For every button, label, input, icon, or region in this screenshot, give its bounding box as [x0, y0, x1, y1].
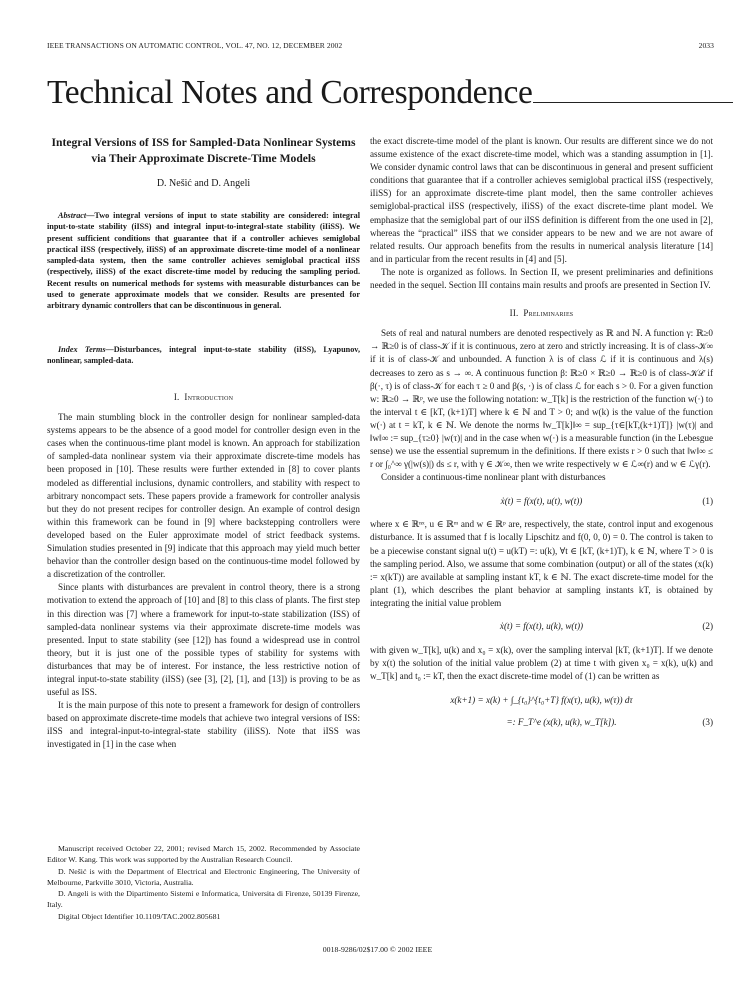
equation-3-line-1 — [370, 689, 713, 711]
prelim-paragraph: Consider a continuous-time nonlinear plant with disturbances — [381, 472, 606, 483]
page-number: 2033 — [698, 41, 714, 50]
left-column-body — [47, 391, 360, 752]
equation-3-body-continued: =: F_T^e (x(k), u(k), w_T[k]). — [506, 716, 617, 727]
equation-1-number: (1) — [702, 495, 713, 506]
abstract — [47, 210, 360, 312]
intro-paragraph: The note is organized as follows. In Section II, we present preliminaries and definitions needed in the sequel. Section III contains main results and proofs are presented in Section IV. — [370, 266, 713, 291]
section-heading-introduction — [47, 391, 360, 404]
right-column-body — [370, 135, 713, 733]
section-title: Preliminaries — [523, 308, 574, 319]
running-header — [47, 41, 714, 53]
section-heading-preliminaries — [370, 307, 713, 320]
equation-1-body: ẋ(t) = f(x(t), u(t), w(t)) — [500, 495, 583, 506]
copyright-line: 0018-9286/02$17.00 © 2002 IEEE — [322, 945, 433, 954]
equation-2-number: (2) — [702, 621, 713, 632]
journal-name: IEEE TRANSACTIONS ON AUTOMATIC CONTROL, VOL. 47, NO. 12, DECEMBER 2002 — [47, 41, 343, 50]
section-numeral: II. — [509, 308, 519, 319]
footnote-paragraph: D. Angeli is with the Dipartimento Sistemi e Informatica, Universita di Firenze, 50139 Firenze, Italy. — [47, 889, 360, 910]
prelim-paragraph: with given w_T[k], u(k) and x₀ = x(k), over the sampling interval [kT, (k+1)T]. If we denote by x(t) the solution of the initial value problem (2) at time t with given x₀ = x(k), u(k) and w_T[k] and t₀ := kT, then the exact discrete-time model of (1) can be written as — [370, 645, 713, 682]
banner-rule — [533, 72, 733, 103]
abstract-text: —Two integral versions of input to state stability are considered: integral input-to-state stability (iISS) and integral input-to-integral-state stability (iIiSS). We present sufficient conditions that guarantee that if a controller achieves semiglobal practical iISS (respectively, iIiSS) of an approximate discrete-time model of a nonlinear sampled-data system, then the same controller achieves semiglobal practical iISS (respectively, iIiSS) of the exact discrete-time model by reducing the sampling period. Recent results on numerical methods for systems with measurable disturbances can be used to generate approximate models that we consider. Results are presented for arbitrary dynamic controllers that can be discontinuous in general. — [47, 211, 360, 311]
index-terms-label: Index Terms — [58, 345, 106, 354]
equation-3-line-2 — [370, 711, 713, 733]
footnote-paragraph: Digital Object Identifier 10.1109/TAC.2002.805681 — [58, 911, 221, 921]
intro-paragraph: It is the main purpose of this note to present a framework for design of controllers based on approximate discrete-time models that achieve two integral versions of ISS: iISS and integral-input-to-integral-state stability (iIiSS). Note that iISS was investigated in [1] in the case when — [47, 700, 360, 750]
section-banner — [47, 72, 717, 112]
article-title: Integral Versions of ISS for Sampled-Data Nonlinear Systems via Their Approximate Discrete-Time Models — [51, 136, 356, 165]
index-terms — [47, 344, 360, 367]
section-banner-text: Technical Notes and Correspondence — [47, 74, 533, 111]
prelim-paragraph: where x ∈ ℝⁿˣ, u ∈ ℝᵐ and w ∈ ℝᵖ are, respectively, the state, control input and exogenous disturbance. It is assumed that f is locally Lipschitz and f(0, 0, 0) = 0. The control is taken to be a piecewise constant signal u(t) = u(kT) =: u(k), ∀t ∈ [kT, (k+1)T), k ∈ ℕ, where T > 0 is the sampling period. Also, we assume that some combination (output) or all of the states (x(k) := x(kT)) are available at sampling instant kT, k ∈ ℕ. The exact discrete-time model for the plant (1), which describes the plant behavior at sampling instants kT, is obtained by integrating the initial value problem — [370, 519, 713, 608]
section-title: Introduction — [184, 392, 234, 402]
footnote-paragraph: D. Nešić is with the Department of Electrical and Electronic Engineering, The University of Melbourne, Parkville 3010, Victoria, Australia. — [47, 866, 360, 887]
article-authors: D. Nešić and D. Angeli — [156, 178, 251, 189]
equation-2 — [370, 616, 713, 638]
section-numeral: I. — [173, 392, 180, 402]
equation-3-number: (3) — [702, 716, 713, 727]
footnote — [47, 843, 360, 922]
equation-3-body: x(k+1) = x(k) + ∫_{t₀}^{t₀+T} f(x(τ), u(k), w(τ)) dτ — [450, 694, 633, 705]
intro-paragraph-continued: the exact discrete-time model of the plant is known. Our results are different since we do not assume existence of the exact discrete-time model, which was a standing assumption in [1]. We consider dynamic control laws that can be discontinuous in general and present sufficient conditions that guarantee that if a controller achieves semiglobal practical iISS (respectively, iIiSS) for an approximate discrete-time plant model, then the same controller achieves semiglobal-practical iISS (respectively, iIiSS) of the exact discrete-time plant model. We emphasize that the semiglobal part of our iISS definition is different from the one used in [2], whereas the “practical” iISS that we consider appears to be new and we are not aware of related results. Our approach benefits from the results in numerical analysis literature [14] and in particular from the recent results in [4] and [5]. — [370, 136, 713, 264]
abstract-label: Abstract — [58, 211, 87, 220]
intro-paragraph: Since plants with disturbances are prevalent in control theory, there is a strong motivation to extend the approach of [10] and [8] to this class of plants. The first step in this direction was [7] where a framework for input-to-state stabilization (ISS) of sampled-data nonlinear systems via their approximate discrete-time models was presented. Input to state stability (see [12]) has found a widespread use in control theory, but it is just one of the possible types of stability for systems with disturbances that may be of interest. For instance, the less restrictive notion of integral input-to-state stability (iISS) (see [3], [2], [1], and [13]) is proving to be as useful as ISS. — [47, 582, 360, 698]
equation-2-body: ẋ(t) = f(x(t), u(k), w(t)) — [499, 621, 584, 632]
index-terms-text: —Disturbances, integral input-to-state stability (iISS), Lyapunov, nonlinear, sampled-data. — [47, 345, 360, 366]
intro-paragraph: The main stumbling block in the controller design for nonlinear sampled-data systems appears to be the absence of a good model for controller design even in the cases when the continuous-time plant model is known. An approach for stabilization of sampled-data nonlinear system via their approximate discrete-time models has been proposed in [10]. These results were further extended in [8] to cover plants modeled as differential inclusions, dynamic controllers, and stability with respect to arbitrary noncompact sets. These papers provide a framework for controller analysis but they do not present recipes for controller design. An example of control design within this framework can be found in [9] where backstepping controllers were developed based on the Euler approximate model of strict feedback systems. Simulation studies presented in [9] indicate that this approach may yield much better behavior than the controller design based on the continuous-time model followed by a discretization of the controller. — [47, 412, 360, 580]
prelim-paragraph: Sets of real and natural numbers are denoted respectively as ℝ and ℕ. A function γ: ℝ≥0 → ℝ≥0 is of class-𝒦 if it is continuous, zero at zero and strictly increasing. It is of class-𝒦∞ if it is of class-𝒦 and unbounded. A function λ is of class ℒ if it is continuous and λ(s) decreases to zero as s → ∞. A continuous function β: ℝ≥0 × ℝ≥0 → ℝ≥0 is of class-𝒦ℒ if β(·, τ) is of class-𝒦 for each τ ≥ 0 and β(s, ·) is of class ℒ for each s > 0. For a given function w: ℝ≥0 → ℝᵖ, we use the following notation: w_T[k] is the restriction of the function w(·) to the interval t ∈ [kT, (k+1)T] where k ∈ ℕ and T > 0; and w(k) is the value of the function w(·) at t = kT, k ∈ ℕ. We denote the norms ‖w_T[k]‖∞ = sup_{τ∈[kT,(k+1)T]} |w(τ)| and ‖w‖∞ := sup_{τ≥0} |w(τ)| and in the case when w(·) is a measurable function (in the Lebesgue sense) we use the essential supremum in the definitions. If there exists r > 0 such that ‖w‖∞ ≤ r or ∫₀^∞ γ(|w(s)|) ds ≤ r, with γ ∈ 𝒦∞, then we write respectively w ∈ ℒ∞(r) and w ∈ ℒγ(r). — [370, 328, 713, 470]
equation-1 — [370, 490, 713, 512]
footnote-paragraph: Manuscript received October 22, 2001; revised March 15, 2002. Recommended by Associate Editor W. Kang. This work was supported by the Australian Research Council. — [47, 844, 360, 865]
